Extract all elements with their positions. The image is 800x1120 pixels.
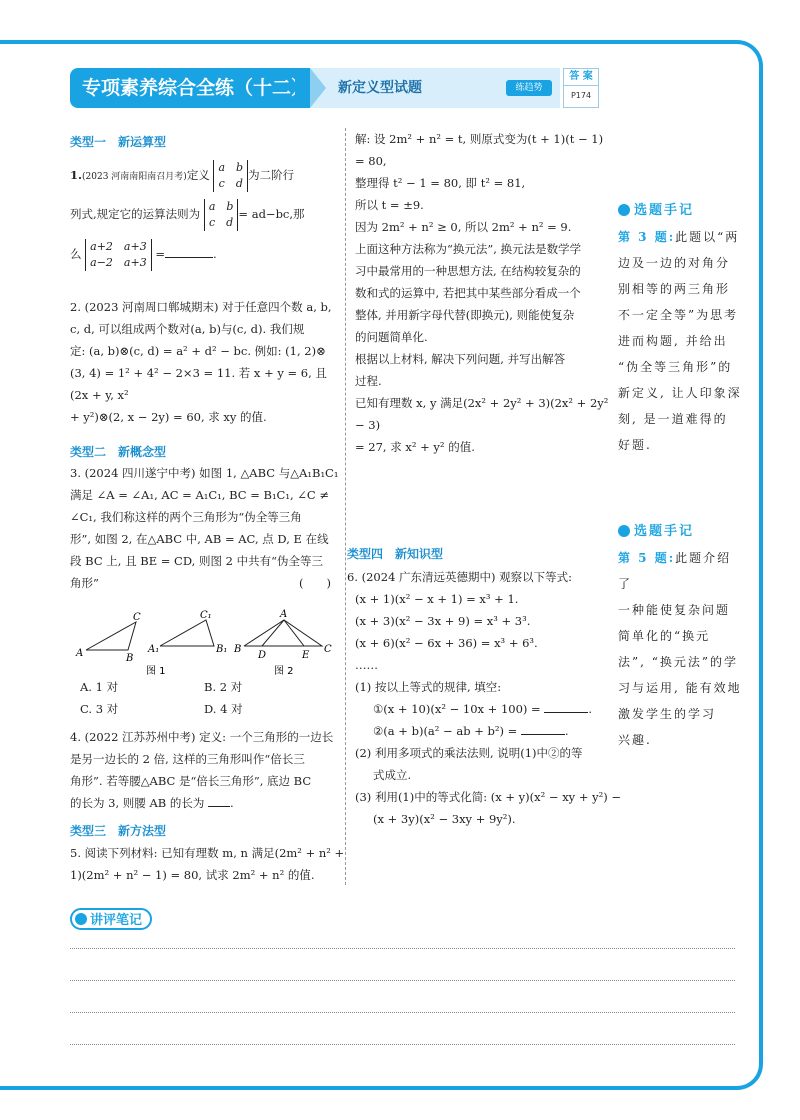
q1-text-f: = [155,247,165,261]
label-B1: B₁ [216,644,228,655]
note-line-1[interactable] [70,948,735,949]
section-banner [70,68,560,108]
section-type-2: 类型二 新概念型 [70,445,167,459]
q6-blank-1[interactable] [544,698,588,713]
question-5 [70,842,345,886]
q6-line: (3) 利用(1)中的等式化简: (x + y)(x² − xy + y²) − [355,790,622,804]
note-line: 别相等的两三角形 [618,282,731,296]
banner-chevron-light [310,68,326,108]
note-line-4[interactable] [70,1044,735,1045]
note-line: 习与运用, 能有效地 [618,681,742,695]
q1-text-e: 么 [70,247,82,261]
question-6: 6. (2024 广东清远英德期中) 观察以下等式: (x + 1)(x² − x + 1) = x³ + 1. (x + 3)(x² − 3x + 9) = x³ + 3³. (x + 6)(x² − 6x + 36) = x³ + 6³. …… (1) 按以上等式的规律, 填空: ①(x + 10)(x² − 10x + 100) = . ②(a + b)(a² − ab + b²) = . (2) 利用多项式的乘法法则, 说明(1)中②的等 式成立. (3) 利用(1)中的等式化简: (x + y)(x² − xy + y²) − (x + 3y)(x² − 3xy + 9y²). [347,566,612,830]
figure-1-caption: 图 1 [146,666,166,677]
q1-text-c: 列式,规定它的运算法则为 [70,207,201,221]
solution-line: 整理得 t² − 1 = 80, 即 t² = 81, [355,176,526,190]
option-c[interactable]: C. 3 对 [80,702,119,716]
q2-line: c, d, 可以组成两个数对(a, b)与(c, d). 我们规 [70,322,305,336]
label-A1: A₁ [148,644,160,655]
option-b[interactable]: B. 2 对 [204,680,243,694]
note-line: 激发学生的学习 [618,707,717,721]
q4-line: 角形”. 若等腰△ABC 是“倍长三角形”, 底边 BC [70,774,312,788]
figure-1-a1b1c1 [160,620,214,646]
q1-answer-blank[interactable] [165,243,213,258]
q2-line: (3, 4) = 1² + 4² − 2×3 = 11. 若 x + y = 6, 且(2x + y, x² [70,366,327,402]
note-line-3[interactable] [70,1012,735,1013]
q3-options [80,676,340,720]
q3-line: ∠C₁, 我们称这样的两个三角形为“伪全等三角 [70,510,302,524]
answer-page: P174 [570,91,592,100]
figure-2-caption: 图 2 [274,666,294,677]
solution-line: 的问题简单化. [355,330,428,344]
label-D: D [258,650,267,661]
figure-2-abc [244,620,322,646]
q3-answer-paren[interactable]: ( ) [299,576,331,590]
solution-line: 数和式的运算中, 若把其中某些部分看成一个 [355,286,581,300]
note-selection-2 [618,518,743,753]
q2-line: + y²)⊗(2, x − 2y) = 60, 求 xy 的值. [70,410,267,424]
option-a[interactable]: A. 1 对 [80,680,119,694]
q6-line: 式成立. [373,768,412,782]
q4-line: 的长为 3, 则腰 AB 的长为 [70,796,205,810]
q6-line: (x + 6)(x² − 6x + 36) = x³ + 6³. [355,636,538,650]
q6-line: (x + 3y)(x² − 3xy + 9y²). [373,812,516,826]
label-C1: C₁ [200,610,212,621]
label-C2: C [324,644,332,655]
q6-blank-2[interactable] [521,720,565,735]
q6-line: 6. (2024 广东清远英德期中) 观察以下等式: [347,570,573,584]
q4-line: 4. (2022 江苏苏州中考) 定义: 一个三角形的一边长 [70,730,334,744]
trend-badge: 练趋势 [506,80,552,96]
label-B: B [126,653,134,664]
q2-line: 定: (a, b)⊗(c, d) = a² + d² − bc. 例如: (1, 2)⊗ [70,344,326,358]
question-3 [70,462,345,594]
option-d[interactable]: D. 4 对 [204,702,243,716]
q6-line: (x + 3)(x² − 3x + 9) = x³ + 3³. [355,614,531,628]
q3-line: 形”, 如图 2, 在△ABC 中, AB = AC, 点 D, E 在线 [70,532,329,546]
note-line: 兴趣. [618,733,652,747]
note-line: 好题. [618,438,652,452]
solution-line: 已知有理数 x, y 满足(2x² + 2y² + 3)(2x² + 2y² − 3) [355,396,609,432]
question-4: 4. (2022 江苏苏州中考) 定义: 一个三角形的一边长 是另一边长的 2 倍, 这样的三角形叫作“倍长三 角形”. 若等腰△ABC 是“倍长三角形”, 底边 BC 的长为 3, 则腰 AB 的长为 . [70,726,345,814]
q6-line: ①(x + 10)(x² − 10x + 100) = [373,702,541,716]
question-2 [70,296,345,428]
q1-text-b: 为二阶行 [248,168,295,182]
note-line: 刻, 是一道难得的 [618,412,728,426]
note-line: 简单化的“换元 [618,629,711,643]
note-icon [618,525,630,537]
note-heading: 选题手记 [634,524,695,539]
q6-line: (2) 利用多项式的乘法法则, 说明(1)中②的等 [355,746,583,760]
note-line: 此题以“两 [675,230,740,244]
q5-line: 1)(2m² + n² − 1) = 80, 试求 2m² + n² 的值. [70,868,315,882]
note-line-2[interactable] [70,980,735,981]
figure-triangles [74,608,344,678]
note-line: 进而构题, 并给出 [618,334,728,348]
section-type-4: 类型四 新知识型 [347,547,444,561]
note-line: 此题介绍了 [618,551,732,591]
note-icon [618,204,630,216]
q2-line: 2. (2023 河南周口郸城期末) 对于任意四个数 a, b, [70,300,332,314]
notes-icon [75,913,87,925]
solution-line: 整体, 并用新字母代替(即换元), 则能使复杂 [355,308,575,322]
review-notes-label: 讲评笔记 [70,908,152,930]
q3-line: 3. (2024 四川遂宁中考) 如图 1, △ABC 与△A₁B₁C₁ [70,466,339,480]
section-type-1: 类型一 新运算型 [70,135,167,149]
q3-line: 角形” [70,576,99,590]
q3-line: 满足 ∠A = ∠A₁, AC = A₁C₁, BC = B₁C₁, ∠C ≠ [70,488,330,502]
note-heading: 选题手记 [634,203,695,218]
note-line: 边及一边的对角分 [618,256,731,270]
note-line: 不一定全等”为思考 [618,308,739,322]
q1-text-a: 定义 [186,168,210,182]
solution-line: 因为 2m² + n² ≥ 0, 所以 2m² + n² = 9. [355,220,572,234]
q6-line: ②(a + b)(a² − ab + b²) = [373,724,518,738]
q5-solution [355,128,610,458]
answer-box [563,68,599,108]
question-1: 1.(2023 河南南阳南召月考)定义 a b c d 为二阶行 列式,规定它的运算法则为 a b c d = ad−bc,那 么 a+2 a+3 a−2 a+3 = . [70,161,305,269]
banner-title: 专项素养综合全练（十二） [70,68,310,108]
label-E: E [302,650,310,661]
label-B2: B [234,644,242,655]
q5-line: 5. 阅读下列材料: 已知有理数 m, n 满足(2m² + n² + [70,846,345,860]
q1-determinant-question: a+2 a+3 a−2 a+3 [85,239,152,271]
solution-line: 解: 设 2m² + n² = t, 则原式变为(t + 1)(t − 1) = 80, [355,132,604,168]
q1-number: 1. [70,168,83,182]
note-line: 新定义, 让人印象深 [618,386,742,400]
note-line: 一种能使复杂问题 [618,603,731,617]
q4-answer-blank[interactable] [208,792,230,807]
figure-1-abc [86,622,136,650]
q1-text-d: = ad−bc,那 [238,207,305,221]
label-C: C [133,612,141,623]
note-question-ref: 第 3 题: [618,230,676,244]
solution-line: 习中最常用的一种思想方法, 在结构较复杂的 [355,264,581,278]
note-selection-1 [618,197,743,458]
solution-line: = 27, 求 x² + y² 的值. [355,440,475,454]
label-A2: A [280,609,288,620]
solution-line: 过程. [355,374,382,388]
column-divider [345,128,346,885]
q3-line: 段 BC 上, 且 BE = CD, 则图 2 中共有“伪全等三 [70,554,323,568]
q6-line: (x + 1)(x² − x + 1) = x³ + 1. [355,592,519,606]
q6-line: (1) 按以上等式的规律, 填空: [355,680,502,694]
section-type-3: 类型三 新方法型 [70,824,167,838]
q4-line: 是另一边长的 2 倍, 这样的三角形叫作“倍长三 [70,752,305,766]
label-A: A [76,648,84,659]
q1-source: (2023 河南南阳南召月考) [82,172,187,182]
solution-line: 所以 t = ±9. [355,198,424,212]
note-question-ref: 第 5 题: [618,551,676,565]
solution-line: 根据以上材料, 解决下列问题, 并写出解答 [355,352,566,366]
q1-determinant-rule: a b c d [204,199,239,231]
q1-determinant-def: a b c d [213,160,248,192]
solution-line: 上面这种方法称为“换元法”, 换元法是数学学 [355,242,582,256]
note-line: 法”, “换元法”的学 [618,655,739,669]
banner-subtitle: 新定义型试题 [338,80,422,96]
note-line: “伪全等三角形”的 [618,360,733,374]
answer-label: 答 案 [564,69,598,86]
q6-line: …… [355,658,378,672]
